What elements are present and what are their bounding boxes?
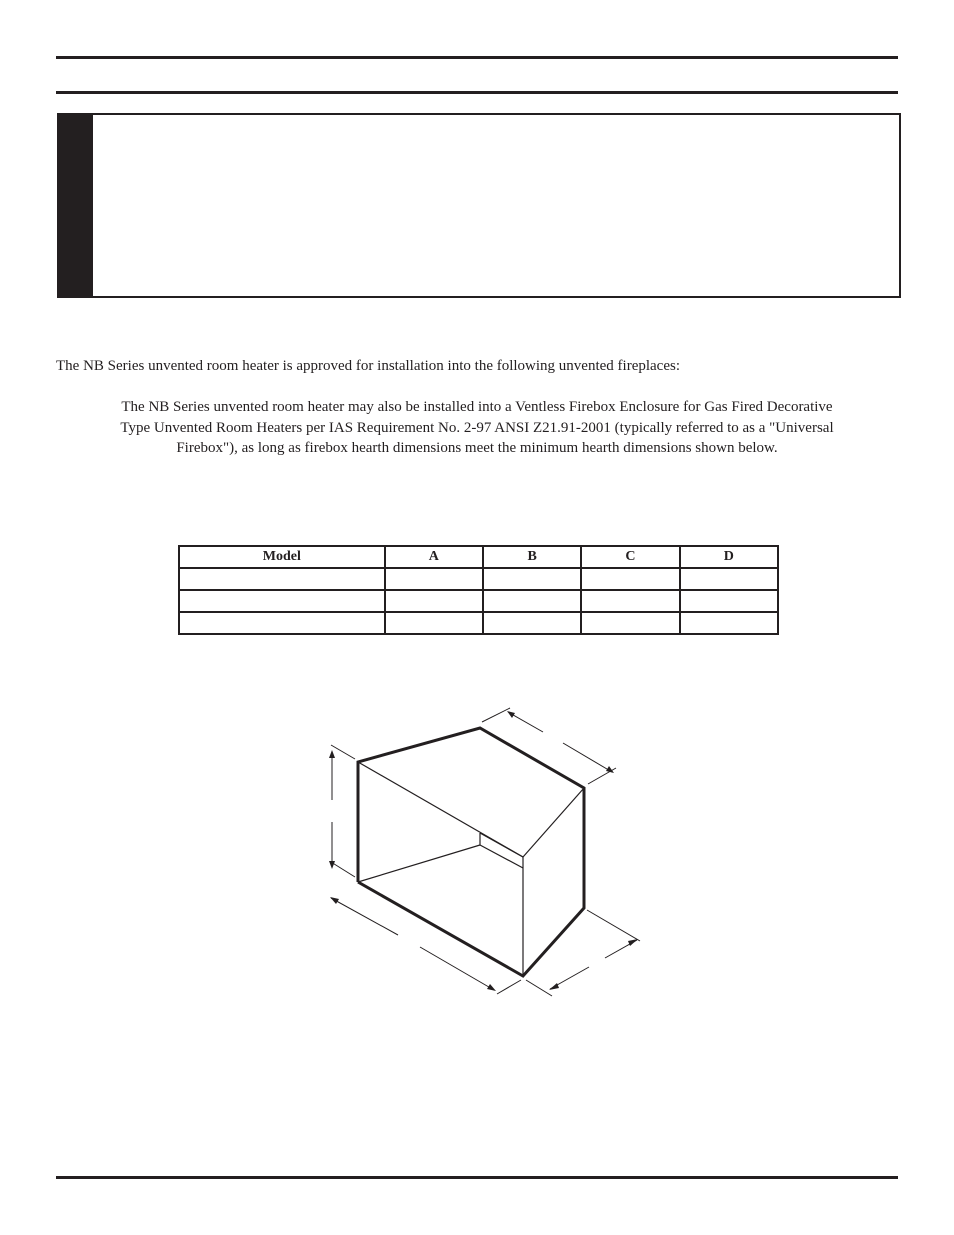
column-header-b: B	[483, 546, 581, 568]
table-cell	[680, 568, 778, 590]
dimension-line-width	[331, 898, 398, 935]
column-header-c: C	[581, 546, 679, 568]
arrow-icon	[628, 939, 638, 946]
arrow-icon	[329, 861, 335, 869]
footer-rule	[56, 1176, 898, 1179]
table-cell	[483, 568, 581, 590]
column-header-a: A	[385, 546, 483, 568]
firebox-back-top-edge	[480, 833, 523, 857]
dimension-extension-line	[587, 910, 640, 941]
firebox-outline	[358, 728, 584, 976]
table-cell	[179, 590, 385, 612]
dimension-extension-line	[482, 708, 510, 722]
column-header-d: D	[680, 546, 778, 568]
arrow-icon	[549, 983, 559, 990]
hearth-dimensions-table	[178, 545, 779, 635]
dimension-extension-line	[526, 980, 552, 996]
dimension-line-top	[563, 743, 612, 772]
table-cell	[581, 612, 679, 634]
table-cell	[483, 590, 581, 612]
paragraph-line: Firebox"), as long as firebox hearth dimensions meet the minimum hearth dimensions shown below.	[176, 440, 778, 456]
header-rule-bottom	[56, 91, 898, 94]
firebox-side-edge	[523, 788, 584, 857]
table-cell	[680, 612, 778, 634]
dimension-extension-line	[331, 862, 355, 877]
intro-paragraph: The NB Series unvented room heater is approved for installation into the following unvented fireplaces:	[56, 358, 680, 374]
table-cell	[385, 568, 483, 590]
firebox-dimension-diagram	[300, 700, 650, 1000]
table-cell	[385, 612, 483, 634]
table-cell	[581, 590, 679, 612]
dimension-extension-line	[331, 745, 355, 759]
warning-box	[57, 113, 901, 298]
paragraph-line: Type Unvented Room Heaters per IAS Requirement No. 2-97 ANSI Z21.91-2001 (typically referred to as a "Universal	[120, 419, 834, 436]
table-cell	[483, 612, 581, 634]
table-header-row	[179, 546, 778, 568]
table-cell	[179, 568, 385, 590]
table-cell	[581, 568, 679, 590]
warning-box-bar	[59, 115, 93, 296]
header-rule-top	[56, 56, 898, 59]
arrow-icon	[507, 711, 515, 718]
table-row	[179, 590, 778, 612]
arrow-icon	[329, 750, 335, 758]
firebox-back-floor-edge	[358, 845, 480, 882]
firebox-back-bottom-edge	[480, 845, 523, 868]
table-cell	[680, 590, 778, 612]
universal-firebox-paragraph	[56, 397, 898, 459]
table-row	[179, 612, 778, 634]
column-header-model: Model	[179, 546, 385, 568]
table-row	[179, 568, 778, 590]
table-cell	[179, 612, 385, 634]
arrow-icon	[487, 984, 496, 991]
paragraph-line: The NB Series unvented room heater may also be installed into a Ventless Firebox Enclosure for Gas Fired Decorative	[121, 399, 833, 415]
arrow-icon	[330, 897, 339, 904]
dimension-extension-line	[497, 980, 521, 994]
table-cell	[385, 590, 483, 612]
